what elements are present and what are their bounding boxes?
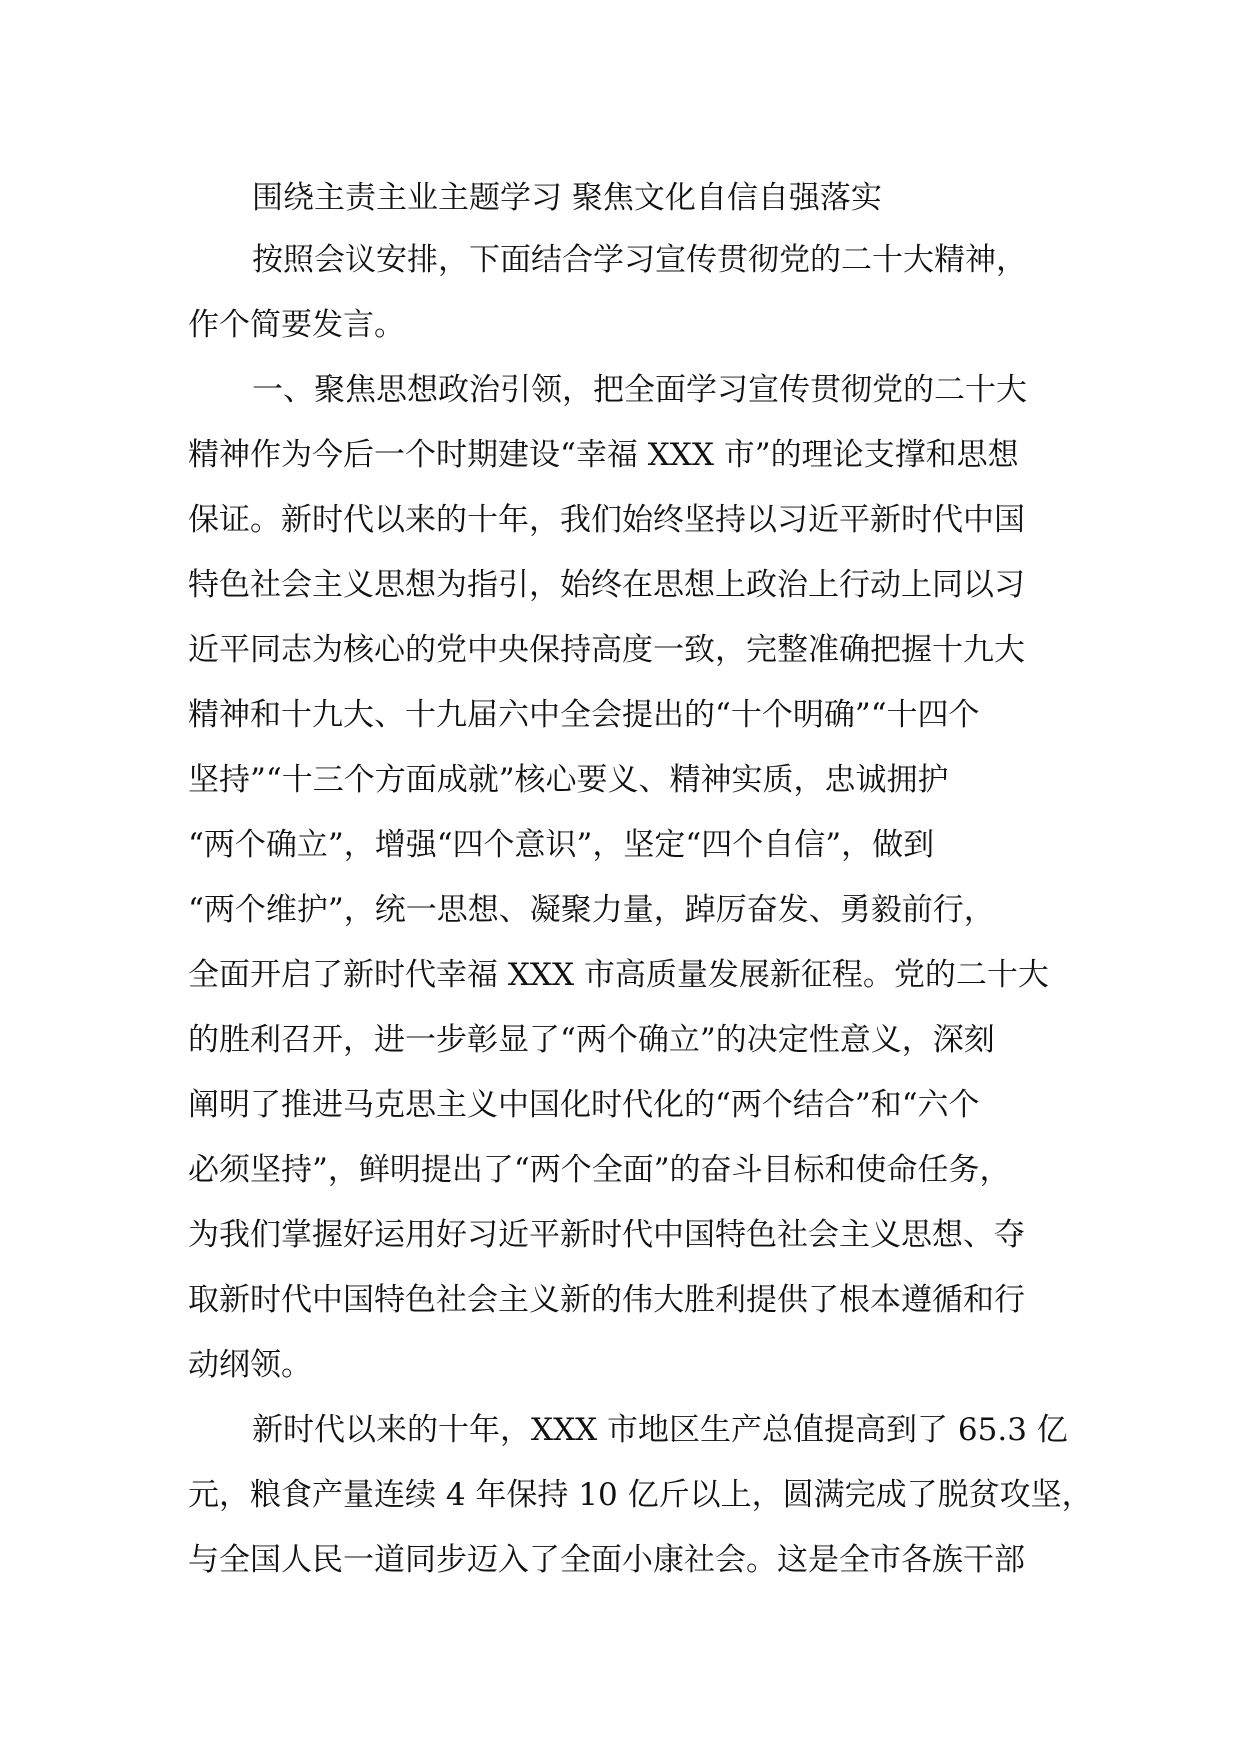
text-line: 特色社会主义思想为指引，始终在思想上政治上行动上同以习 <box>188 567 1025 603</box>
text-line: “两个维护”，统一思想、凝聚力量，踔厉奋发、勇毅前行， <box>188 892 995 928</box>
text-line: 精神和十九大、十九届六中全会提出的“十个明确”“十四个 <box>188 697 980 733</box>
text-line: 精神作为今后一个时期建设“幸福 XXX 市”的理论支撑和思想 <box>188 437 1019 473</box>
text-line: 元，粮食产量连续 4 年保持 10 亿斤以上，圆满完成了脱贫攻坚， <box>188 1477 1093 1513</box>
text-line: 坚持”“十三个方面成就”核心要义、精神实质，忠诚拥护 <box>188 762 949 798</box>
text-line: 必须坚持”，鲜明提出了“两个全面”的奋斗目标和使命任务， <box>188 1152 1011 1188</box>
text-line: 阐明了推进马克思主义中国化时代化的“两个结合”和“六个 <box>188 1087 980 1123</box>
text-line: 动纲领。 <box>188 1347 312 1383</box>
text-line: “两个确立”，增强“四个意识”，坚定“四个自信”，做到 <box>188 827 935 863</box>
text-line: 近平同志为核心的党中央保持高度一致，完整准确把握十九大 <box>188 632 1025 668</box>
text-line: 新时代以来的十年，XXX 市地区生产总值提高到了 65.3 亿 <box>252 1412 1068 1448</box>
text-line: 保证。新时代以来的十年，我们始终坚持以习近平新时代中国 <box>188 502 1025 538</box>
text-line: 作个简要发言。 <box>188 307 405 343</box>
text-line: 取新时代中国特色社会主义新的伟大胜利提供了根本遵循和行 <box>188 1282 1025 1318</box>
document-body <box>188 236 1093 1601</box>
text-line: 全面开启了新时代幸福 XXX 市高质量发展新征程。党的二十大 <box>188 957 1049 993</box>
text-line: 按照会议安排，下面结合学习宣传贯彻党的二十大精神， <box>252 242 1027 278</box>
document-title: 围绕主责主业主题学习 聚焦文化自信自强落实 <box>252 180 882 216</box>
text-line: 与全国人民一道同步迈入了全面小康社会。这是全市各族干部 <box>188 1542 1025 1578</box>
text-line: 的胜利召开，进一步彰显了“两个确立”的决定性意义，深刻 <box>188 1022 995 1058</box>
text-line: 为我们掌握好运用好习近平新时代中国特色社会主义思想、夺 <box>188 1217 1025 1253</box>
text-line: 一、聚焦思想政治引领，把全面学习宣传贯彻党的二十大 <box>252 372 1027 408</box>
